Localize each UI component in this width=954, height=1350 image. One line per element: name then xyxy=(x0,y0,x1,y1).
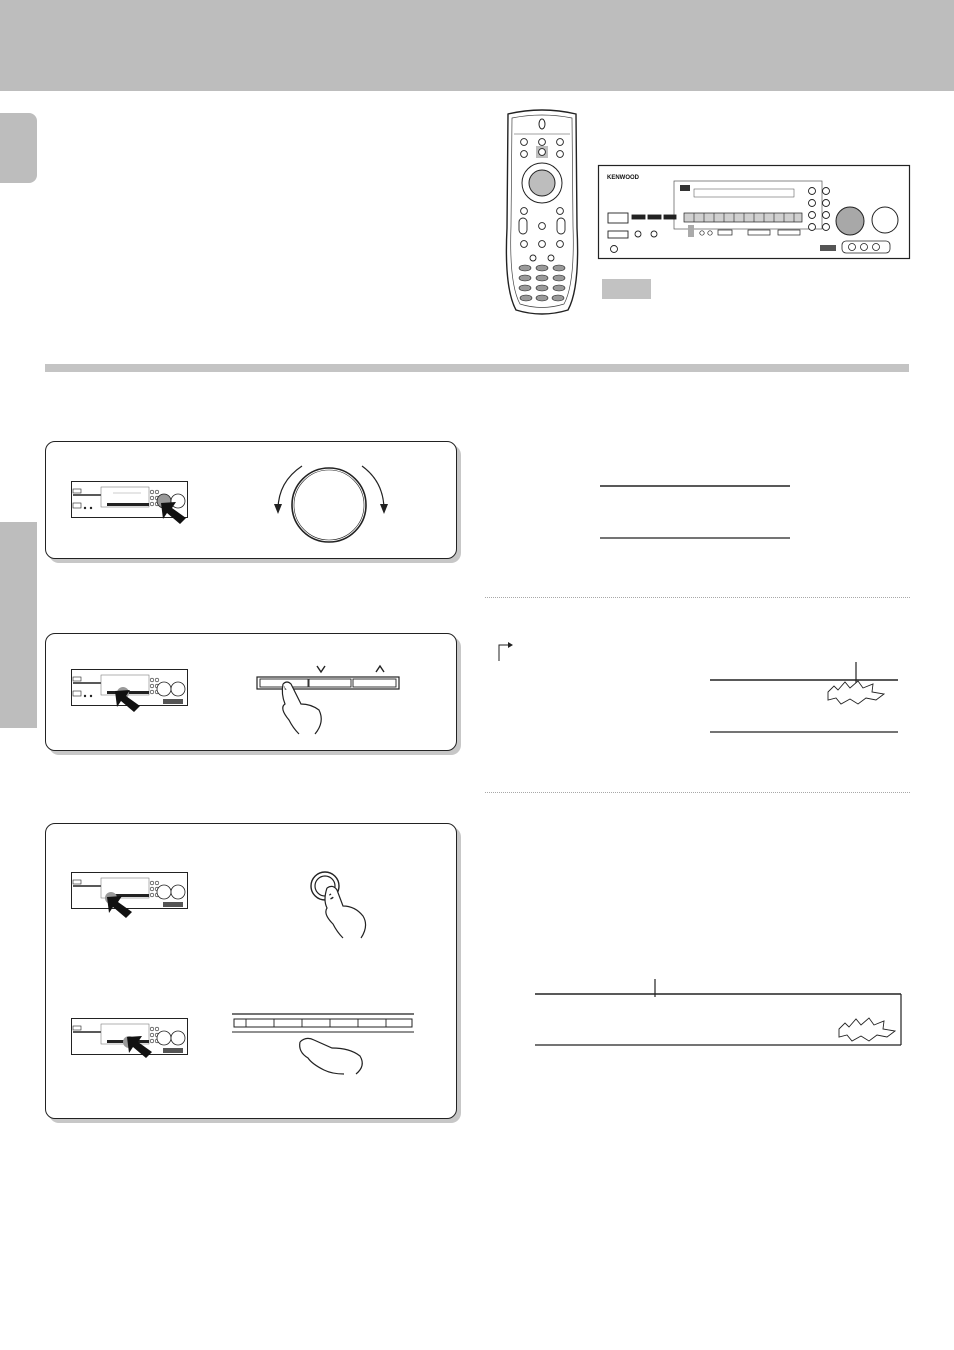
dotted-divider-1 xyxy=(485,597,910,598)
blinking-indicator-icon xyxy=(839,1018,895,1041)
pointing-arrow-icon xyxy=(112,688,144,714)
round-button-press-icon xyxy=(305,866,375,940)
section-divider-bar xyxy=(45,364,909,372)
brand-logo: KENWOOD xyxy=(607,175,639,181)
dotted-divider-2 xyxy=(485,792,910,793)
chapter-tab-middle xyxy=(0,522,37,728)
display-lines-1 xyxy=(598,484,792,542)
pointing-arrow-icon xyxy=(158,500,190,526)
pointing-arrow-icon xyxy=(124,1034,156,1060)
rotary-knob-icon xyxy=(272,462,392,558)
button-row-press-icon xyxy=(232,1012,416,1076)
bracket-arrow-icon xyxy=(496,641,518,663)
remote-control-icon xyxy=(502,108,582,316)
display-lines-2 xyxy=(708,662,900,736)
pressing-hand-icon xyxy=(282,682,321,734)
header-band xyxy=(0,0,954,91)
display-frame-3 xyxy=(533,977,905,1049)
button-strip-press-icon xyxy=(255,664,401,736)
receiver-front-panel-icon xyxy=(598,165,910,259)
key-label-badge xyxy=(602,279,651,299)
chapter-tab-top xyxy=(0,113,37,183)
pointing-arrow-icon xyxy=(104,894,136,920)
blinking-indicator-icon xyxy=(828,681,884,704)
pressing-hand-icon xyxy=(300,1038,363,1074)
